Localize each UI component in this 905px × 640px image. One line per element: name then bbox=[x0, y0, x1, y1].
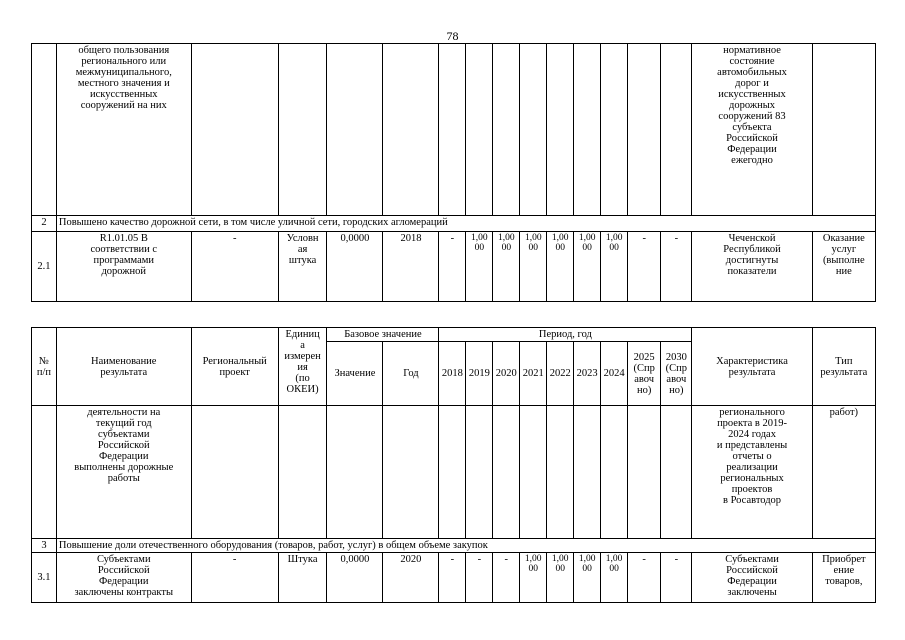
section-title: Повышено качество дорожной сети, в том числе уличной сети, городских агломераций bbox=[56, 216, 875, 232]
regional-project: - bbox=[191, 553, 278, 603]
header-result-name: Наименование результата bbox=[56, 328, 191, 406]
header-row-1 bbox=[32, 328, 876, 342]
year-2018-value: - bbox=[439, 232, 466, 302]
result-name: R1.01.05 В соответствии с программами дорожной bbox=[56, 232, 191, 302]
header-year-2018: 2018 bbox=[439, 342, 466, 406]
header-base-value: Значение bbox=[327, 342, 383, 406]
section-number: 2 bbox=[32, 216, 57, 232]
header-year-2023: 2023 bbox=[574, 342, 601, 406]
unit: Условн ая штука bbox=[278, 232, 327, 302]
year-2023-value: 1,00 00 bbox=[574, 232, 601, 302]
characteristic: Чеченской Республикой достигнуты показатели bbox=[692, 232, 812, 302]
header-year-2022: 2022 bbox=[547, 342, 574, 406]
year-2021-value: 1,00 00 bbox=[520, 232, 547, 302]
year-2019-value: 1,00 00 bbox=[466, 232, 493, 302]
result-name-continued: общего пользования регионального или межмуниципального, местного значения и искусственных сооружений на них bbox=[56, 44, 191, 216]
row-number: 2.1 bbox=[32, 232, 57, 302]
header-year-2024: 2024 bbox=[601, 342, 628, 406]
header-unit: Единиц а измерен ия (по ОКЕИ) bbox=[278, 328, 327, 406]
header-year-2025: 2025 (Спр авоч но) bbox=[628, 342, 661, 406]
continuation-row bbox=[32, 406, 876, 539]
base-value: 0,0000 bbox=[327, 232, 383, 302]
header-period-group: Период, год bbox=[439, 328, 692, 342]
header-characteristic: Характеристика результата bbox=[692, 328, 812, 406]
header-base-group: Базовое значение bbox=[327, 328, 439, 342]
header-year-2030: 2030 (Спр авоч но) bbox=[661, 342, 692, 406]
section-number: 3 bbox=[32, 539, 57, 553]
characteristic-continued: нормативное состояние автомобильных дорог и искусственных дорожных сооружений 83 субъекта Российской Федерации ежегодно bbox=[692, 44, 812, 216]
year-2018-value: - bbox=[439, 553, 466, 603]
base-year: 2018 bbox=[383, 232, 439, 302]
table-row bbox=[32, 232, 876, 302]
year-2023-value: 1,00 00 bbox=[574, 553, 601, 603]
header-base-year: Год bbox=[383, 342, 439, 406]
characteristic-continued: регионального проекта в 2019- 2024 годах и представлены отчеты о реализации региональных проектов в Росавтодор bbox=[692, 406, 812, 539]
characteristic: Субъектами Российской Федерации заключены bbox=[692, 553, 812, 603]
year-2025-value: - bbox=[628, 553, 661, 603]
section-title: Повышение доли отечественного оборудования (товаров, работ, услуг) в общем объеме закупок bbox=[56, 539, 875, 553]
continuation-row bbox=[32, 44, 876, 216]
header-year-2019: 2019 bbox=[466, 342, 493, 406]
header-number: № п/п bbox=[32, 328, 57, 406]
page-number: 78 bbox=[446, 29, 459, 43]
year-2030-value: - bbox=[661, 232, 692, 302]
result-type: Оказание услуг (выполне ние bbox=[812, 232, 875, 302]
row-number: 3.1 bbox=[32, 553, 57, 603]
year-2022-value: 1,00 00 bbox=[547, 553, 574, 603]
result-name-continued: деятельности на текущий год субъектами Российской Федерации выполнены дорожные работы bbox=[56, 406, 191, 539]
result-name: Субъектами Российской Федерации заключены контракты bbox=[56, 553, 191, 603]
base-year: 2020 bbox=[383, 553, 439, 603]
year-2021-value: 1,00 00 bbox=[520, 553, 547, 603]
result-type: Приобрет ение товаров, bbox=[812, 553, 875, 603]
year-2020-value: 1,00 00 bbox=[493, 232, 520, 302]
section-row bbox=[32, 216, 876, 232]
table-row bbox=[32, 553, 876, 603]
year-2020-value: - bbox=[493, 553, 520, 603]
unit: Штука bbox=[278, 553, 327, 603]
year-2024-value: 1,00 00 bbox=[601, 232, 628, 302]
year-2019-value: - bbox=[466, 553, 493, 603]
results-table-top bbox=[31, 43, 876, 302]
year-2024-value: 1,00 00 bbox=[601, 553, 628, 603]
header-regional-project: Региональный проект bbox=[191, 328, 278, 406]
result-type-continued: работ) bbox=[812, 406, 875, 539]
regional-project: - bbox=[191, 232, 278, 302]
results-table-bottom bbox=[31, 327, 876, 603]
year-2030-value: - bbox=[661, 553, 692, 603]
base-value: 0,0000 bbox=[327, 553, 383, 603]
section-row bbox=[32, 539, 876, 553]
header-year-2021: 2021 bbox=[520, 342, 547, 406]
header-result-type: Тип результата bbox=[812, 328, 875, 406]
year-2025-value: - bbox=[628, 232, 661, 302]
header-year-2020: 2020 bbox=[493, 342, 520, 406]
year-2022-value: 1,00 00 bbox=[547, 232, 574, 302]
